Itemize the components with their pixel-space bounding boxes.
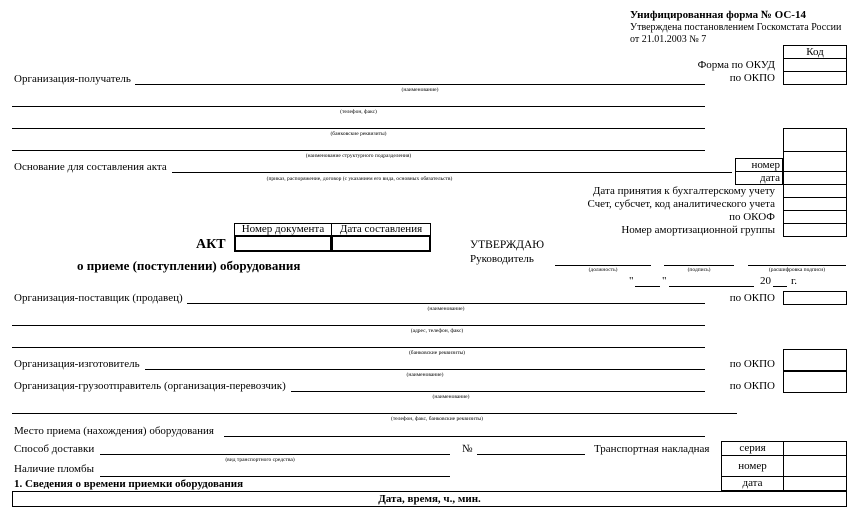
shipper-cap-contacts: (телефон, факс, банковские реквизиты) — [391, 416, 483, 422]
delivery-label: Способ доставки — [14, 443, 95, 455]
doc-date-header: Дата составления — [339, 223, 423, 235]
depreciation-cell[interactable] — [783, 223, 847, 237]
approved-line1: Утверждена постановлением Госкомстата России — [630, 22, 842, 33]
approve-position-line[interactable] — [555, 265, 651, 266]
okud-label: Форма по ОКУД — [697, 59, 775, 71]
shipper-label: Организация-грузоотправитель (организация-перевозчик) — [14, 380, 286, 392]
acceptance-date-label: Дата принятия к бухгалтерскому учету — [592, 185, 775, 197]
supplier-name-line[interactable] — [187, 303, 705, 304]
approve-year-line[interactable] — [773, 286, 787, 287]
act-title: АКТ — [196, 237, 226, 252]
basis-line[interactable] — [172, 172, 732, 173]
section1-table-header: Дата, время, ч., мин. — [378, 493, 481, 505]
account-cell[interactable] — [783, 197, 847, 211]
approve-year-prefix: 20 — [760, 275, 771, 287]
delivery-line[interactable] — [100, 454, 450, 455]
approved-line2: от 21.01.2003 № 7 — [630, 34, 707, 45]
codes-header: Код — [783, 45, 847, 59]
waybill-date-cell[interactable] — [783, 476, 847, 491]
approve-cap-signature: (подпись) — [687, 267, 711, 273]
seal-label: Наличие пломбы — [14, 463, 94, 475]
place-label: Место приема (нахождения) оборудования — [14, 425, 214, 437]
approve-signature-line[interactable] — [664, 265, 734, 266]
basis-date-label: дата — [759, 172, 780, 184]
depreciation-label: Номер амортизационной группы — [621, 224, 775, 236]
recipient-cap-phone: (телефон, факс) — [340, 109, 377, 115]
recipient-division-line[interactable] — [12, 150, 705, 151]
place-line[interactable] — [224, 436, 705, 437]
recipient-cap-bank: (банковские реквизиты) — [330, 131, 387, 137]
waybill-number-label: номер — [738, 460, 767, 472]
basis-number-label: номер — [751, 159, 780, 171]
shipper-contacts-line[interactable] — [12, 413, 737, 414]
recipient-phone-line[interactable] — [12, 106, 705, 107]
supplier-cap-bank: (банковские реквизиты) — [408, 350, 466, 356]
act-subtitle: о приеме (поступлении) оборудования — [77, 258, 301, 273]
manufacturer-okpo-cell[interactable] — [783, 349, 847, 371]
doc-number-header: Номер документа — [241, 223, 325, 235]
waybill-number-cell[interactable] — [783, 455, 847, 477]
approve-cap-position: (должность) — [588, 267, 618, 273]
manufacturer-cap-name: (наименование) — [406, 372, 444, 378]
waybill-series-label: серия — [739, 442, 766, 454]
supplier-cap-name: (наименование) — [427, 306, 465, 312]
recipient-cap-division: (наименование структурного подразделения) — [305, 153, 412, 159]
supplier-address-line[interactable] — [12, 325, 705, 326]
recipient-name-line[interactable] — [135, 84, 705, 85]
basis-number-cell[interactable] — [783, 151, 847, 172]
approve-month-line[interactable] — [669, 286, 754, 287]
okof-cell[interactable] — [783, 210, 847, 224]
waybill-series-cell[interactable] — [783, 441, 847, 456]
doc-date-cell[interactable] — [331, 235, 431, 252]
doc-number-cell[interactable] — [234, 235, 332, 252]
seal-line[interactable] — [100, 476, 450, 477]
section1-title: 1. Сведения о времени приемки оборудования — [14, 478, 244, 490]
recipient-cap-name: (наименование) — [401, 87, 439, 93]
approve-year-suffix: г. — [791, 275, 798, 287]
supplier-okpo-label: по ОКПО — [729, 292, 775, 304]
supplier-label: Организация-поставщик (продавец) — [14, 292, 183, 304]
shipper-name-line[interactable] — [291, 391, 705, 392]
approve-cap-decoding: (расшифровка подписи) — [768, 267, 826, 273]
basis-caption: (приказ, распоряжение, договор (с указанием его вида, основных обязательств) — [266, 176, 453, 182]
approve-quote-close: " — [662, 275, 667, 287]
delivery-cap-transport: (вид транспортного средства) — [225, 457, 295, 463]
basis-date-cell[interactable] — [783, 171, 847, 185]
okof-label: по ОКОФ — [729, 211, 775, 223]
okud-code-cell[interactable] — [783, 58, 847, 72]
okpo-label: по ОКПО — [729, 72, 775, 84]
supplier-cap-address: (адрес, телефон, факс) — [410, 328, 464, 334]
recipient-bank-line[interactable] — [12, 128, 705, 129]
approve-head: Руководитель — [470, 253, 534, 265]
recipient-label: Организация-получатель — [14, 73, 131, 85]
waybill-date-label: дата — [742, 477, 763, 489]
waybill-label: Транспортная накладная — [594, 443, 710, 455]
account-label: Счет, субсчет, код аналитического учета — [587, 198, 775, 210]
recipient-okpo-cell[interactable] — [783, 71, 847, 85]
approve-title: УТВЕРЖДАЮ — [470, 239, 545, 251]
approve-quote-open: " — [629, 275, 634, 287]
approve-day-line[interactable] — [635, 286, 660, 287]
approve-decoding-line[interactable] — [748, 265, 846, 266]
supplier-bank-line[interactable] — [12, 347, 705, 348]
delivery-number-line[interactable] — [477, 454, 585, 455]
shipper-okpo-cell[interactable] — [783, 371, 847, 393]
shipper-cap-name: (наименование) — [432, 394, 470, 400]
basis-label: Основание для составления акта — [14, 161, 167, 173]
acceptance-date-cell[interactable] — [783, 184, 847, 198]
form-name: Унифицированная форма № ОС-14 — [630, 9, 806, 21]
manufacturer-name-line[interactable] — [145, 369, 705, 370]
delivery-number-sign: № — [462, 443, 473, 455]
shipper-okpo-label: по ОКПО — [729, 380, 775, 392]
division-code-cell[interactable] — [783, 128, 847, 152]
manufacturer-label: Организация-изготовитель — [14, 358, 140, 370]
manufacturer-okpo-label: по ОКПО — [729, 358, 775, 370]
supplier-okpo-cell[interactable] — [783, 291, 847, 305]
